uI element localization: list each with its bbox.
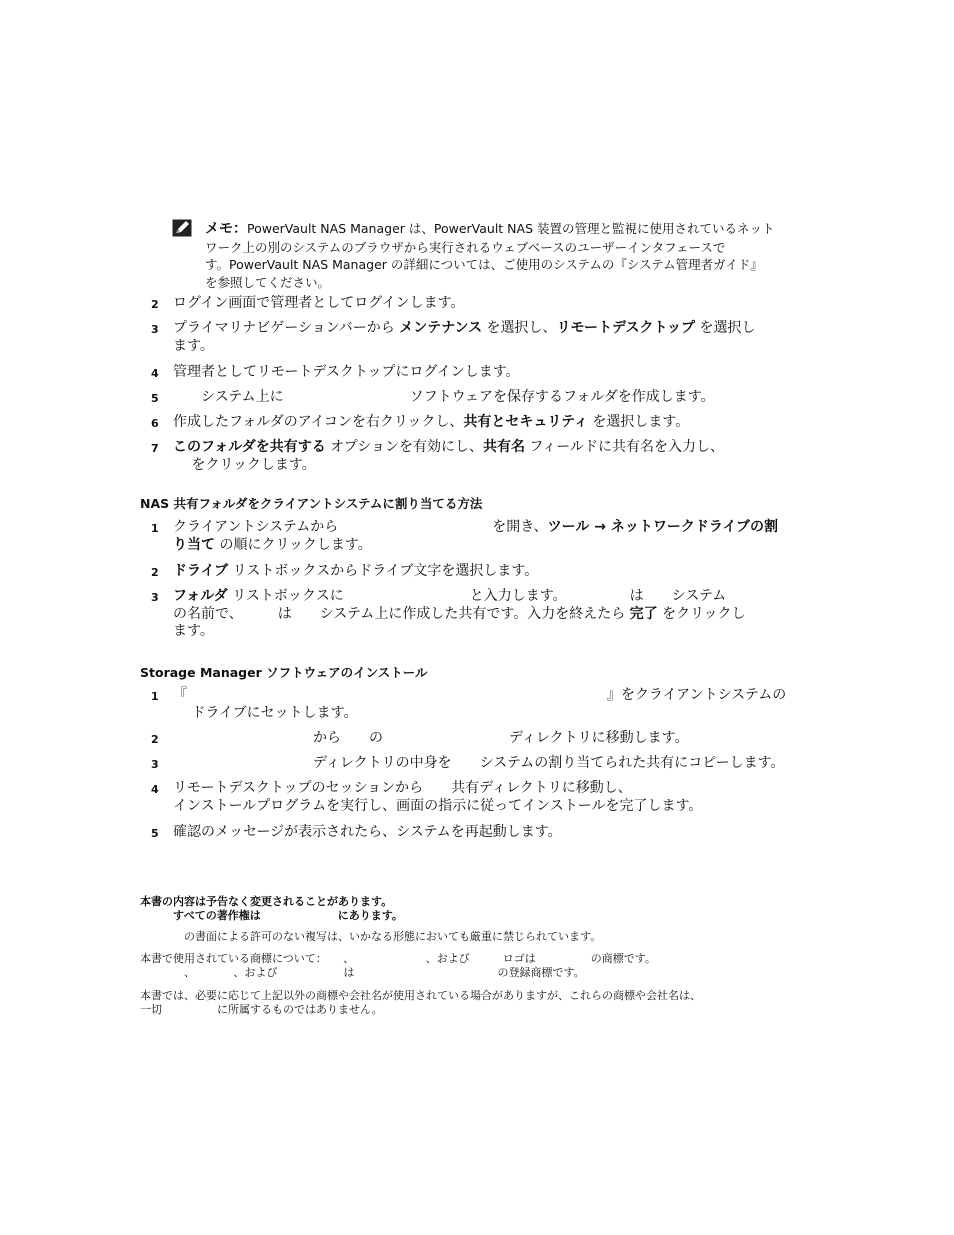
button-finish: 完了 [629, 605, 658, 622]
note-line-3: す。PowerVault NAS Manager の詳細については、ご使用のシステムの『システム管理者ガイド』 [205, 257, 763, 272]
menu-map-network-drive-cont: り当て [173, 536, 215, 553]
footer-notice: 本書の内容は予告なく変更されることがあります。 [140, 895, 393, 908]
step-6-text-b: を選択します。 [587, 414, 690, 430]
step-7-text-a: オプションを有効にし、 [325, 439, 483, 455]
step-b1-text-end: の順にクリックします。 [215, 536, 372, 553]
step-c5-text: 確認のメッセージが表示されたら、システムを再起動します。 [173, 824, 562, 840]
step-number: 7 [151, 442, 159, 455]
footer-rights: すべての著作権は にあります。 [140, 908, 403, 922]
step-number: 6 [151, 417, 159, 430]
menu-map-network-drive: ツール → ネットワークドライブの割 [547, 519, 778, 535]
step-text [173, 320, 755, 355]
footer-trademarks-line-1: 本書で使用されている商標について： 、 、および ロゴは の商標です。 [140, 952, 656, 965]
section-heading-storage-manager: Storage Manager ソフトウェアのインストール [140, 665, 428, 680]
step-text [173, 439, 724, 474]
step-c3-text: ディレクトリの中身を システムの割り当てられた共有にコピーします。 [173, 755, 785, 771]
step-number: 3 [151, 323, 159, 336]
step-3-line-2: ます。 [173, 337, 214, 354]
footer-trademarks-line-2: 、 、および は の登録商標です。 [140, 965, 585, 979]
step-number: 1 [151, 690, 159, 703]
step-text [173, 687, 786, 722]
step-c1-line-2: ドライブにセットします。 [173, 704, 358, 721]
footer-reproduction: の書面による許可のない複写は、いかなる形態においても厳重に禁じられています。 [140, 930, 602, 943]
step-text [173, 588, 746, 641]
step-number: 2 [151, 733, 159, 746]
menu-maintenance: メンテナンス [399, 320, 483, 336]
step-c1-line-1: 『 』をクライアントシステムの [173, 687, 787, 703]
step-text [173, 824, 562, 842]
section-heading-nas-share: NAS 共有フォルダをクライアントシステムに割り当てる方法 [140, 496, 483, 511]
footer-disclaimer-line-1: 本書では、必要に応じて上記以外の商標や会社名が使用されている場合がありますが、これらの商標や会社名は、 [140, 989, 701, 1002]
step-number: 3 [151, 758, 159, 771]
step-7-text-b: フィールドに共有名を入力し、 [524, 439, 725, 455]
step-3-text-c: を選択し [695, 320, 756, 336]
footer-disclaimer-line-2: 一切 に所属するものではありません。 [140, 1002, 383, 1016]
footer-trademarks [140, 952, 656, 979]
step-number: 2 [151, 566, 159, 579]
option-share-folder: このフォルダを共有する [173, 439, 326, 455]
listbox-folder: フォルダ [173, 588, 228, 604]
step-b3-text-c: をクリックし [657, 605, 746, 622]
step-text [173, 780, 702, 815]
listbox-drive: ドライブ [173, 563, 229, 579]
field-share-name: 共有名 [482, 439, 525, 455]
step-b3-text-a: リストボックスに と入力します。 は システム [227, 588, 727, 604]
step-number: 5 [151, 392, 159, 405]
footer-copyright [140, 895, 403, 922]
step-number: 5 [151, 827, 159, 840]
step-5-text: システム上に ソフトウェアを保存するフォルダを作成します。 [173, 389, 715, 405]
note-block [205, 220, 775, 291]
menu-sharing-security: 共有とセキュリティ [463, 414, 588, 430]
note-pencil-icon [172, 219, 192, 237]
step-number: 3 [151, 591, 159, 604]
step-3-text-a: プライマリナビゲーションバーから [173, 320, 400, 336]
step-b2-text: リストボックスからドライブ文字を選択します。 [228, 563, 539, 579]
menu-remote-desktop: リモートデスクトップ [556, 320, 696, 336]
step-text [173, 755, 785, 773]
step-6-text-a: 作成したフォルダのアイコンを右クリックし、 [173, 414, 464, 430]
step-text [173, 519, 778, 554]
step-number: 1 [151, 522, 159, 535]
note-line-2: ワーク上の別のシステムのブラウザから実行されるウェブベースのユーザーインタフェースで [205, 239, 726, 255]
step-text [173, 364, 520, 382]
step-text [173, 414, 689, 432]
step-number: 4 [151, 783, 159, 796]
step-c4-line-1: リモートデスクトップのセッションから 共有ディレクトリに移動し、 [173, 780, 632, 796]
step-4-text: 管理者としてリモートデスクトップにログインします。 [173, 364, 520, 380]
step-3-text-b: を選択し、 [482, 320, 557, 336]
step-c4-line-2: インストールプログラムを実行し、画面の指示に従ってインストールを完了します。 [173, 797, 703, 814]
step-text [173, 389, 715, 407]
step-b3-line-3: ます。 [173, 623, 214, 639]
step-c2-text: から の ディレクトリに移動します。 [173, 730, 689, 746]
footer-disclaimer [140, 989, 701, 1016]
note-label: メモ： [205, 221, 247, 237]
step-number: 2 [151, 298, 159, 311]
step-number: 4 [151, 367, 159, 380]
note-line-1: PowerVault NAS Manager は、PowerVault NAS 装置の管理と監視に使用されているネット [247, 221, 775, 236]
step-2-text: ログイン画面で管理者としてログインします。 [173, 295, 465, 311]
step-b3-text-b: の名前で、 は システム上に作成した共有です。入力を終えたら [173, 605, 630, 622]
step-text [173, 295, 464, 313]
step-b1-text: クライアントシステムから を開き、 [173, 519, 548, 535]
step-text [173, 563, 538, 581]
step-7-line-2: をクリックします。 [173, 456, 316, 473]
step-text [173, 730, 688, 748]
note-line-4: を参照してください。 [205, 274, 331, 290]
